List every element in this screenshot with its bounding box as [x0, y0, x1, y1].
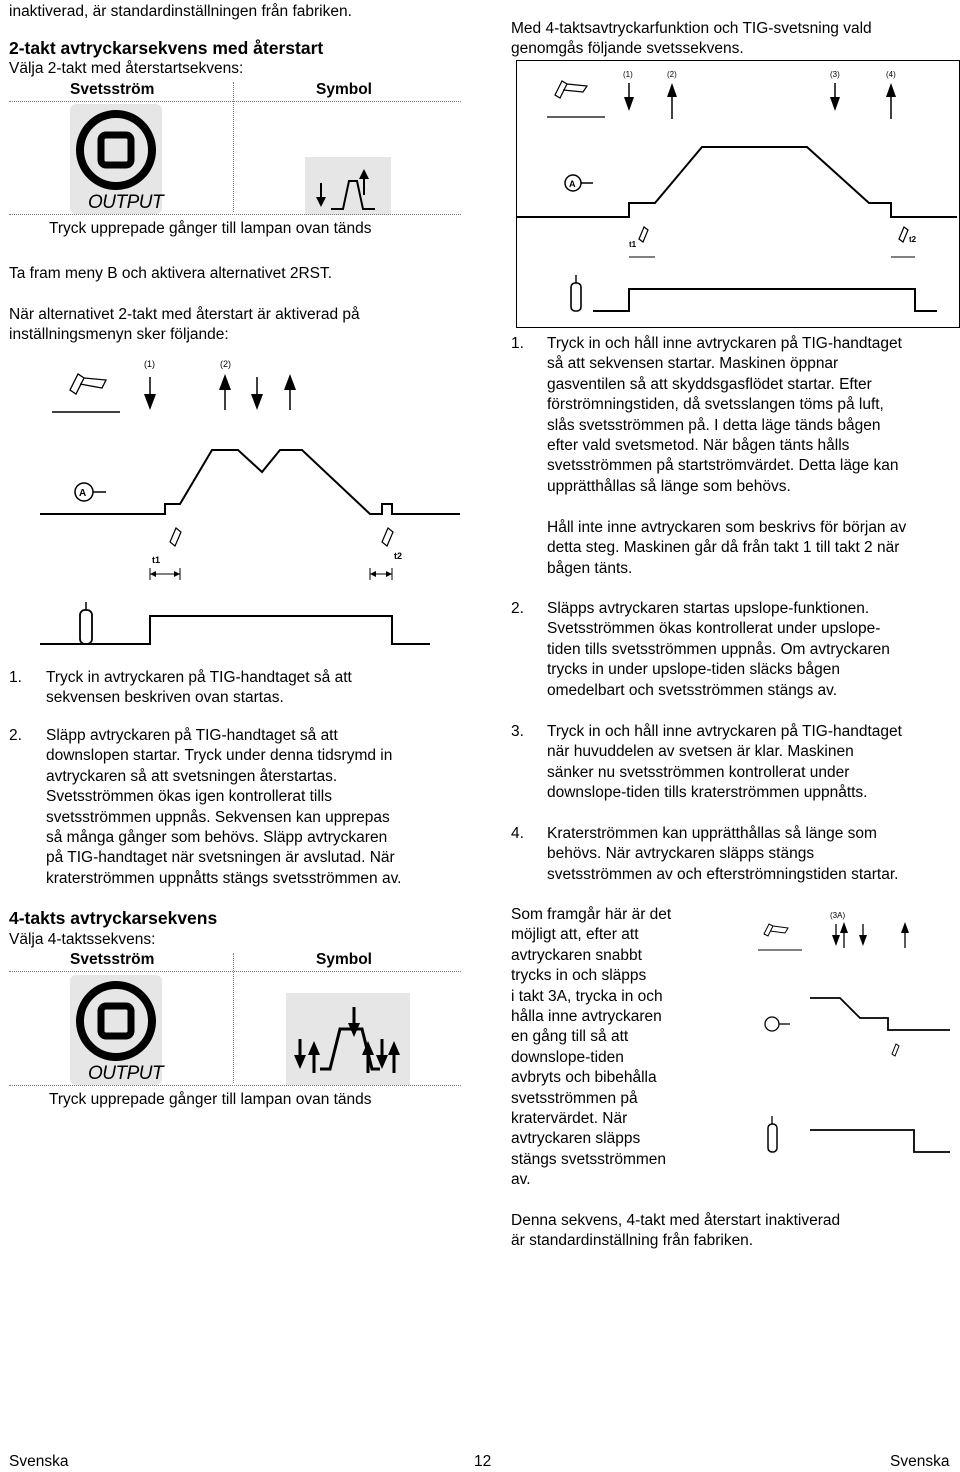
- trigger-arrow-down-icon: [830, 83, 840, 111]
- press-repeat-text: Tryck upprepade gånger till lampan ovan tänds: [49, 1091, 372, 1108]
- section-2takt-select: Välja 2-takt med återstartsekvens:: [9, 60, 244, 77]
- trigger-arrow-down-icon: [859, 924, 867, 946]
- col-symbol-header: Symbol: [316, 81, 372, 98]
- output-label: OUTPUT: [88, 192, 164, 213]
- col-current-header: Svetsström: [70, 81, 155, 98]
- torch-icon: [555, 81, 587, 98]
- svg-text:t1: t1: [152, 555, 161, 565]
- trigger-arrow-down-icon: [624, 83, 634, 111]
- current-curve: [517, 147, 957, 217]
- ammeter-icon: [75, 483, 106, 501]
- 4takt-symbol-icon: [286, 993, 410, 1085]
- step-1-number: 1.: [9, 669, 22, 686]
- step-2-number: 2.: [511, 600, 524, 617]
- section-4takt-title: 4-takts avtryckarsekvens: [9, 908, 218, 928]
- gas-curve: [810, 1130, 950, 1152]
- svg-text:t1: t1: [629, 240, 637, 249]
- trigger-arrow-up-icon: [886, 83, 896, 119]
- divider: [233, 953, 234, 1083]
- step-2-text: Släpp avtryckaren på TIG-handtaget så att downslopen startar. Tryck under denna tidsrymd in avtryckaren så att svetsningen återstartas. Svetsströmmen ökas igen kontrollerat tills svetsströmmen uppnås. Sekvensen kan upprepas så många gånger som behövs. Släpp avtryckaren på TIG-handtaget när svetsningen är avslutad. När kraterströmmen uppnåtts stängs svetsströmmen av.: [46, 727, 402, 887]
- 4takt-sequence-diagram: [517, 61, 957, 325]
- 3a-gas-diagram: [750, 1110, 950, 1160]
- step-3-text: Tryck in och håll inne avtryckaren på TIG-handtaget när huvuddelen av svetsen är klar. Maskinen sänker nu svetsströmmen kontrollerat under downslope-tiden tills kraterströmmen uppnåtts.: [547, 723, 902, 802]
- when-active-line-1: När alternativet 2-takt med återstart är aktiverad på: [9, 306, 360, 323]
- preflow-time-icon: [152, 528, 181, 565]
- 2takt-restart-symbol-icon: [305, 157, 391, 215]
- trigger-arrow-down-icon: [832, 924, 840, 946]
- footer-language-left: Svenska: [9, 1453, 69, 1470]
- preflow-time-icon: [629, 227, 648, 249]
- trigger-arrow-down-icon: [144, 377, 156, 410]
- col-symbol-header: Symbol: [316, 951, 372, 968]
- step-3-number: 3.: [511, 723, 524, 740]
- postflow-time-icon: [382, 528, 402, 561]
- torch-icon: [70, 374, 106, 394]
- step-1-number: 1.: [511, 335, 524, 352]
- trigger-arrow-up-icon: [219, 374, 231, 410]
- svg-text:A: A: [79, 488, 87, 499]
- step-2-text: Släpps avtryckaren startas upslope-funktionen. Svetsströmmen ökas kontrollerat under upslope- tiden tills svetsströmmen uppnås. Om avtryckaren trycks in under upslope-tiden släcks bågen omedelbart och svetsströmmen stängs av.: [547, 600, 890, 699]
- marker-1-label: (1): [144, 359, 155, 369]
- restart-note-text: Som framgår här är det möjligt att, efter att avtryckaren snabbt trycks in och släpps i takt 3A, trycka in och hålla inne avtryckaren en gång till så att downslope-tiden avbryts och bibehålla svetsströmmen på kratervärdet. När avtryckaren släpps stängs svetsströmmen av.: [511, 906, 672, 1189]
- intro-line-2: genomgås följande svetssekvens.: [511, 40, 744, 57]
- trigger-arrow-up-icon: [667, 83, 677, 119]
- divider: [9, 1085, 461, 1086]
- divider: [9, 214, 461, 215]
- trigger-arrow-up-icon: [840, 922, 848, 948]
- gas-bottle-icon: [768, 1116, 777, 1152]
- trigger-arrow-up-icon: [901, 922, 909, 948]
- step-4-text: Kraterströmmen kan upprätthållas så länge som behövs. När avtryckaren släpps stängs svetsströmmen av och efterströmningstiden startar.: [547, 825, 899, 883]
- svg-text:(3): (3): [830, 70, 840, 79]
- 2takt-restart-diagram: [40, 352, 460, 652]
- trigger-arrow-up-icon: [284, 374, 296, 410]
- output-label: OUTPUT: [88, 1063, 164, 1084]
- step-1-note: Håll inte inne avtryckaren som beskrivs för början av detta steg. Maskinen går då från takt 1 till takt 2 när bågen tänts.: [547, 519, 907, 577]
- step-1-text: Tryck in avtryckaren på TIG-handtaget så att sekvensen beskriven ovan startas.: [46, 669, 352, 707]
- final-line-2: är standardinställning från fabriken.: [511, 1232, 754, 1249]
- postflow-time-icon: [899, 227, 917, 244]
- intro-line-1: Med 4-taktsavtryckarfunktion och TIG-svetsning vald: [511, 20, 872, 37]
- step-4-number: 4.: [511, 825, 524, 842]
- section-4takt-select: Välja 4-taktssekvens:: [9, 931, 156, 948]
- gas-bottle-icon: [571, 275, 581, 311]
- divider: [9, 971, 461, 972]
- page-number: 12: [474, 1453, 492, 1470]
- svg-text:t2: t2: [394, 551, 403, 561]
- 3a-sequence-diagram: [750, 906, 950, 1066]
- press-repeat-text: Tryck upprepade gånger till lampan ovan tänds: [49, 220, 372, 237]
- ammeter-icon: [765, 1017, 790, 1031]
- svg-text:A: A: [569, 179, 576, 189]
- divider: [233, 82, 234, 212]
- step-1-text: Tryck in och håll inne avtryckaren på TIG-handtaget så att sekvensen startar. Maskinen öppnar gasventilen så att skyddsgasflödet startar. Efter förströmningstiden, då svetsslangen töms på luft, slås svetsströmmen på. I detta läge tänds bågen efter vald svetsmetod. När bågen tänts hålls svetsströmmen på startströmvärdet. Detta läge kan upprätthållas så länge som behövs.: [547, 335, 902, 495]
- svg-text:(3A): (3A): [830, 911, 846, 920]
- marker-2-label: (2): [220, 359, 231, 369]
- menu-b-text: Ta fram meny B och aktivera alternativet 2RST.: [9, 265, 333, 282]
- gas-bottle-icon: [80, 602, 92, 644]
- trigger-arrow-down-icon: [251, 377, 263, 410]
- svg-text:t2: t2: [909, 235, 917, 244]
- ammeter-icon: [565, 175, 593, 191]
- current-curve: [810, 998, 950, 1030]
- gas-curve: [40, 616, 430, 644]
- final-line-1: Denna sekvens, 4-takt med återstart inaktiverad: [511, 1212, 841, 1229]
- step-2-number: 2.: [9, 727, 22, 744]
- postflow-time-icon: [892, 1044, 899, 1056]
- svg-text:(1): (1): [623, 70, 633, 79]
- top-line: inaktiverad, är standardinställningen från fabriken.: [9, 3, 352, 20]
- section-2takt-title: 2-takt avtryckarsekvens med återstart: [9, 38, 324, 58]
- footer-language-right: Svenska: [890, 1453, 950, 1470]
- current-curve: [40, 450, 460, 514]
- torch-icon: [764, 924, 788, 936]
- divider: [9, 101, 461, 102]
- when-active-line-2: inställningsmenyn sker följande:: [9, 326, 229, 343]
- col-current-header: Svetsström: [70, 951, 155, 968]
- svg-text:(2): (2): [667, 70, 677, 79]
- gas-curve: [593, 289, 937, 311]
- svg-text:(4): (4): [886, 70, 896, 79]
